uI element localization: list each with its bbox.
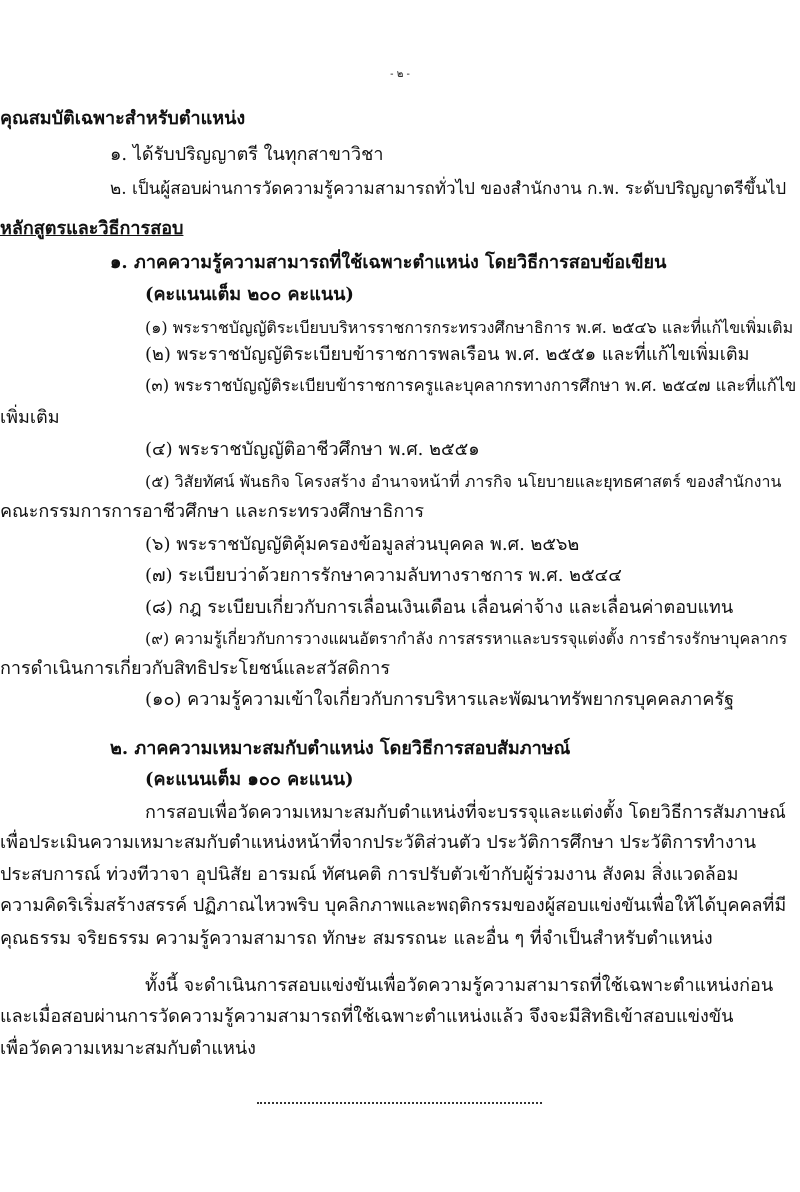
end-dotted-line xyxy=(257,1100,542,1104)
part1-score: (คะแนนเต็ม ๒๐๐ คะแนน) xyxy=(145,284,354,305)
part2-paragraph-line: เพื่อประเมินความเหมาะสมกับตำแหน่งหน้าที่จากประวัติส่วนตัว ประวัติการศึกษา ประวัติการทำงาน xyxy=(0,832,757,853)
part2-title: ๒. ภาคความเหมาะสมกับตำแหน่ง โดยวิธีการสอบสัมภาษณ์ xyxy=(110,738,571,759)
closing-paragraph-line: และเมื่อสอบผ่านการวัดความรู้ความสามารถที่ใช้เฉพาะตำแหน่งแล้ว จึงจะมีสิทธิเข้าสอบแข่งขัน xyxy=(0,1006,734,1027)
part1-item: (๑) พระราชบัญญัติระเบียบบริหารราชการกระทรวงศึกษาธิการ พ.ศ. ๒๕๔๖ และที่แก้ไขเพิ่มเติม xyxy=(145,318,794,337)
page-number: - ๒ - xyxy=(390,69,410,80)
qualification-item: ๑. ได้รับปริญญาตรี ในทุกสาขาวิชา xyxy=(110,144,384,165)
part1-item: (๖) พระราชบัญญัติคุ้มครองข้อมูลส่วนบุคคล พ.ศ. ๒๕๖๒ xyxy=(145,534,580,555)
part2-score: (คะแนนเต็ม ๑๐๐ คะแนน) xyxy=(145,769,354,790)
part2-paragraph-line: คุณธรรม จริยธรรม ความรู้ความสามารถ ทักษะ สมรรถนะ และอื่น ๆ ที่จำเป็นสำหรับตำแหน่ง xyxy=(0,928,713,949)
part2-paragraph-line: การสอบเพื่อวัดความเหมาะสมกับตำแหน่งที่จะบรรจุและแต่งตั้ง โดยวิธีการสัมภาษณ์ xyxy=(145,802,786,823)
part1-item: (๒) พระราชบัญญัติระเบียบข้าราชการพลเรือน พ.ศ. ๒๕๕๑ และที่แก้ไขเพิ่มเติม xyxy=(145,344,750,365)
part2-paragraph-line: ประสบการณ์ ท่วงทีวาจา อุปนิสัย อารมณ์ ทัศนคติ การปรับตัวเข้ากับผู้ร่วมงาน สังคม สิ่งแวดล้อม xyxy=(0,864,739,885)
part1-item: (๑๐) ความรู้ความเข้าใจเกี่ยวกับการบริหารและพัฒนาทรัพยากรบุคคลภาครัฐ xyxy=(145,689,735,710)
qualification-item: ๒. เป็นผู้สอบผ่านการวัดความรู้ความสามารถทั่วไป ของสำนักงาน ก.พ. ระดับปริญญาตรีขึ้นไป xyxy=(110,179,787,199)
part1-item-continued: เพิ่มเติม xyxy=(0,407,60,428)
part1-item: (๔) พระราชบัญญัติอาชีวศึกษา พ.ศ. ๒๕๕๑ xyxy=(145,439,480,460)
part1-item: (๘) กฎ ระเบียบเกี่ยวกับการเลื่อนเงินเดือน เลื่อนค่าจ้าง และเลื่อนค่าตอบแทน xyxy=(145,597,734,618)
part1-item: (๓) พระราชบัญญัติระเบียบข้าราชการครูและบุคลากรทางการศึกษา พ.ศ. ๒๕๔๗ และที่แก้ไข xyxy=(145,376,797,395)
part1-item-continued: คณะกรรมการการอาชีวศึกษา และกระทรวงศึกษาธิการ xyxy=(0,501,425,522)
closing-paragraph-line: ทั้งนี้ จะดำเนินการสอบแข่งขันเพื่อวัดความรู้ความสามารถที่ใช้เฉพาะตำแหน่งก่อน xyxy=(145,975,774,996)
part1-item: (๙) ความรู้เกี่ยวกับการวางแผนอัตรากำลัง การสรรหาและบรรจุแต่งตั้ง การธำรงรักษาบุคลากร xyxy=(145,629,788,648)
part1-item-continued: การดำเนินการเกี่ยวกับสิทธิประโยชน์และสวัสดิการ xyxy=(0,658,391,679)
part1-item: (๗) ระเบียบว่าด้วยการรักษาความลับทางราชการ พ.ศ. ๒๕๔๔ xyxy=(145,565,622,586)
closing-paragraph-line: เพื่อวัดความเหมาะสมกับตำแหน่ง xyxy=(0,1038,256,1059)
qualifications-heading: คุณสมบัติเฉพาะสำหรับตำแหน่ง xyxy=(0,108,246,129)
part2-paragraph-line: ความคิดริเริ่มสร้างสรรค์ ปฏิภาณไหวพริบ บุคลิกภาพและพฤติกรรมของผู้สอบแข่งขันเพื่อให้ได้บุคคลที่มี xyxy=(0,895,787,916)
part1-item: (๕) วิสัยทัศน์ พันธกิจ โครงสร้าง อำนาจหน้าที่ ภารกิจ นโยบายและยุทธศาสตร์ ของสำนักงาน xyxy=(145,472,782,491)
part1-title: ๑. ภาคความรู้ความสามารถที่ใช้เฉพาะตำแหน่ง โดยวิธีการสอบข้อเขียน xyxy=(110,252,667,273)
curriculum-heading: หลักสูตรและวิธีการสอบ xyxy=(0,218,184,239)
